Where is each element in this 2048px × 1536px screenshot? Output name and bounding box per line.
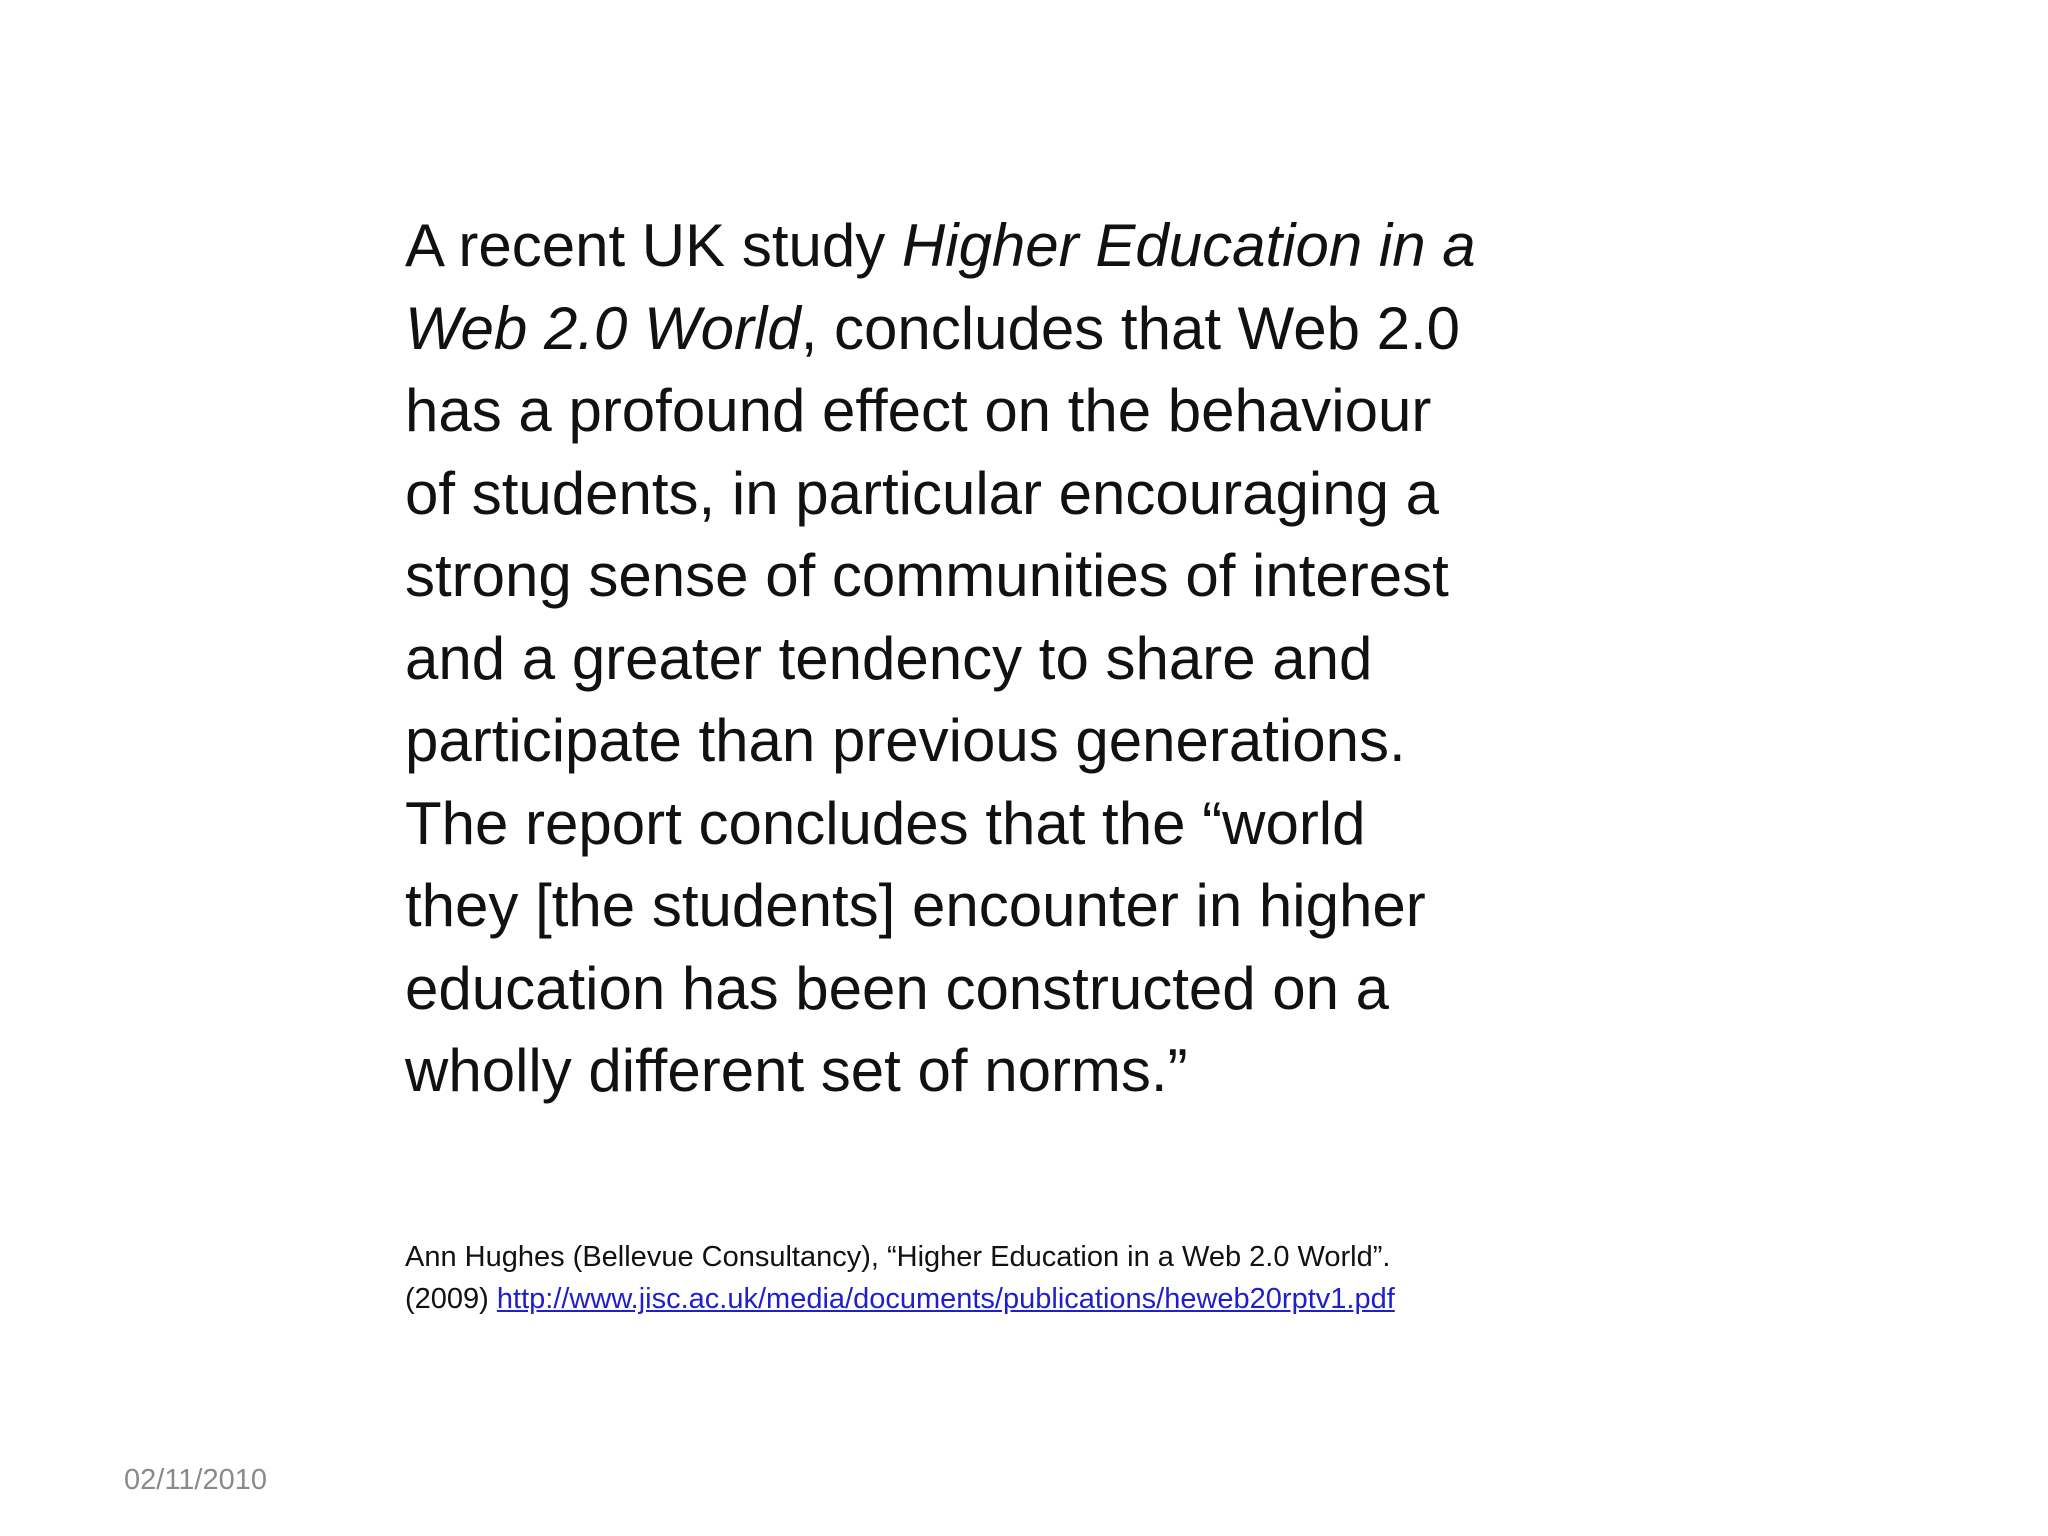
quote-line: [405, 205, 1595, 288]
quote-line: strong sense of communities of interest: [405, 542, 1449, 609]
quote-line: wholly different set of norms.”: [405, 1037, 1188, 1104]
quote-line: and a greater tendency to share and: [405, 624, 1373, 692]
citation-year: (2009): [405, 1283, 497, 1315]
citation-author-title: Ann Hughes (Bellevue Consultancy), “Higher Education in a Web 2.0 World”.: [405, 1241, 1391, 1273]
quote-line: they [the students] encounter in higher: [405, 872, 1426, 939]
quote-line: The report concludes that the “world: [405, 789, 1366, 857]
citation-source-line: [405, 1278, 1705, 1320]
quote-text: [405, 205, 1595, 1113]
study-title-part-1: Higher Education in a: [901, 212, 1476, 279]
quote-line: of students, in particular encouraging a: [405, 459, 1439, 527]
quote-line: education has been constructed on a: [405, 954, 1390, 1022]
quote-line: participate than previous generations.: [405, 707, 1406, 774]
report-link[interactable]: http://www.jisc.ac.uk/media/documents/publications/heweb20rptv1.pdf: [496, 1283, 1395, 1315]
footer-date: 02/11/2010: [124, 1464, 267, 1496]
quote-line: has a profound effect on the behaviour: [405, 377, 1432, 444]
quote-text-plain: A recent UK study: [405, 212, 902, 279]
citation: [405, 1236, 1705, 1320]
study-title-part-2: Web 2.0 World: [405, 294, 801, 362]
quote-line: [405, 288, 1595, 371]
quote-text-plain: , concludes that Web 2.0: [800, 294, 1461, 362]
